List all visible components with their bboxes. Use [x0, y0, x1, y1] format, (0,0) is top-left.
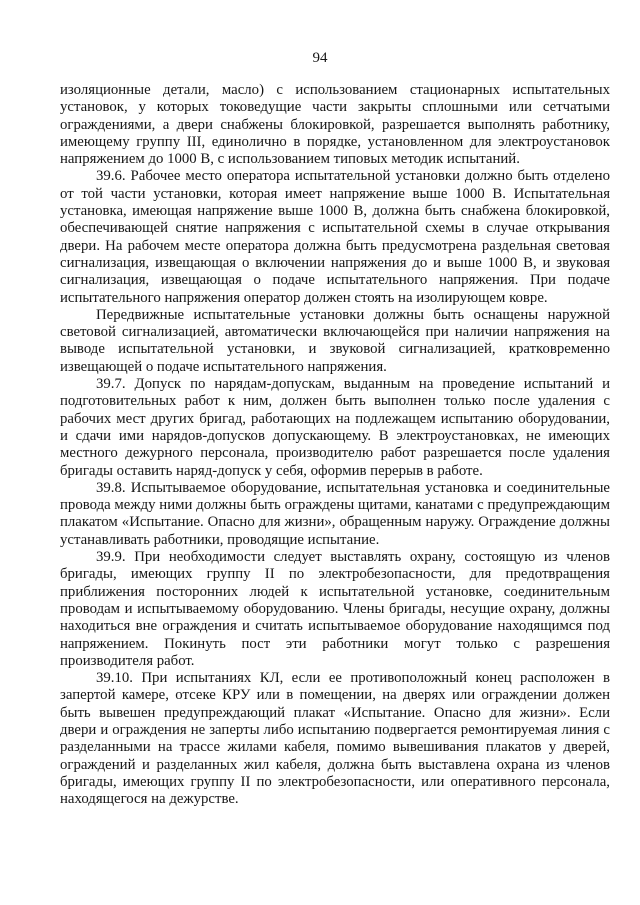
paragraph-mobile-installations: Передвижные испытательные установки должны быть оснащены наружной световой сигнализацией, автоматически включающейся при наличии напряжения на выводе испытательной установки, и звуковой сигнализацией, кратковременно извещающей о подаче испытательного напряжения.: [60, 306, 610, 375]
paragraph-39-9: 39.9. При необходимости следует выставлять охрану, состоящую из членов бригады, имеющих группу II по электробезопасности, для предотвращения приближения посторонних людей к испытательной установке, соединительным проводам и испытываемому оборудованию. Члены бригады, несущие охрану, должны находиться вне ограждения и считать испытываемое оборудование находящимся под напряжением. Покинуть пост эти работники могут только с разрешения производителя работ.: [60, 549, 610, 669]
paragraph-39-8: 39.8. Испытываемое оборудование, испытательная установка и соединительные провода между ними должны быть ограждены щитами, канатами с предупреждающим плакатом «Испытание. Опасно для жизни», обращенным наружу. Ограждение должны устанавливать работники, проводящие испытание.: [60, 479, 610, 548]
paragraph-continuation: изоляционные детали, масло) с использованием стационарных испытательных установок, у которых токоведущие части закрыты сплошными или сетчатыми ограждениями, а двери снабжены блокировкой, разрешается выполнять работнику, имеющему группу III, единолично в порядке, установленном для электроустановок напряжением до 1000 В, с использованием типовых методик испытаний.: [60, 82, 610, 168]
paragraph-39-6: 39.6. Рабочее место оператора испытательной установки должно быть отделено от той части установки, которая имеет напряжение выше 1000 В. Испытательная установка, имеющая напряжение выше 1000 В, должна быть снабжена блокировкой, обеспечивающей снятие напряжения с испытательной схемы в случае открывания двери. На рабочем месте оператора должна быть предусмотрена раздельная световая сигнализация, извещающая о включении напряжения до и выше 1000 В, и звуковая сигнализация, извещающая о подаче испытательного напряжения. При подаче испытательного напряжения оператор должен стоять на изолирующем ковре.: [60, 168, 610, 306]
paragraph-39-10: 39.10. При испытаниях КЛ, если ее противоположный конец расположен в запертой камере, отсеке КРУ или в помещении, на дверях или ограждении должен быть вывешен предупреждающий плакат «Испытание. Опасно для жизни». Если двери и ограждения не заперты либо испытанию подвергается ремонтируемая линия с разделанными на трассе жилами кабеля, помимо вывешивания плакатов у дверей, ограждений и разделанных жил кабеля, должна быть выставлена охрана из членов бригады, имеющих группу II по электробезопасности, или оперативного персонала, находящегося на дежурстве.: [60, 670, 610, 808]
paragraph-39-7: 39.7. Допуск по нарядам-допускам, выданным на проведение испытаний и подготовительных работ к ним, должен быть выполнен только после удаления с рабочих мест других бригад, работающих на подлежащем испытанию оборудовании, и сдачи ими нарядов-допусков допускающему. В электроустановках, не имеющих местного дежурного персонала, производителю работ разрешается после удаления бригады оставить наряд-допуск у себя, оформив перерыв в работе.: [60, 376, 610, 479]
document-body: [60, 82, 610, 808]
page-number: 94: [312, 50, 328, 66]
